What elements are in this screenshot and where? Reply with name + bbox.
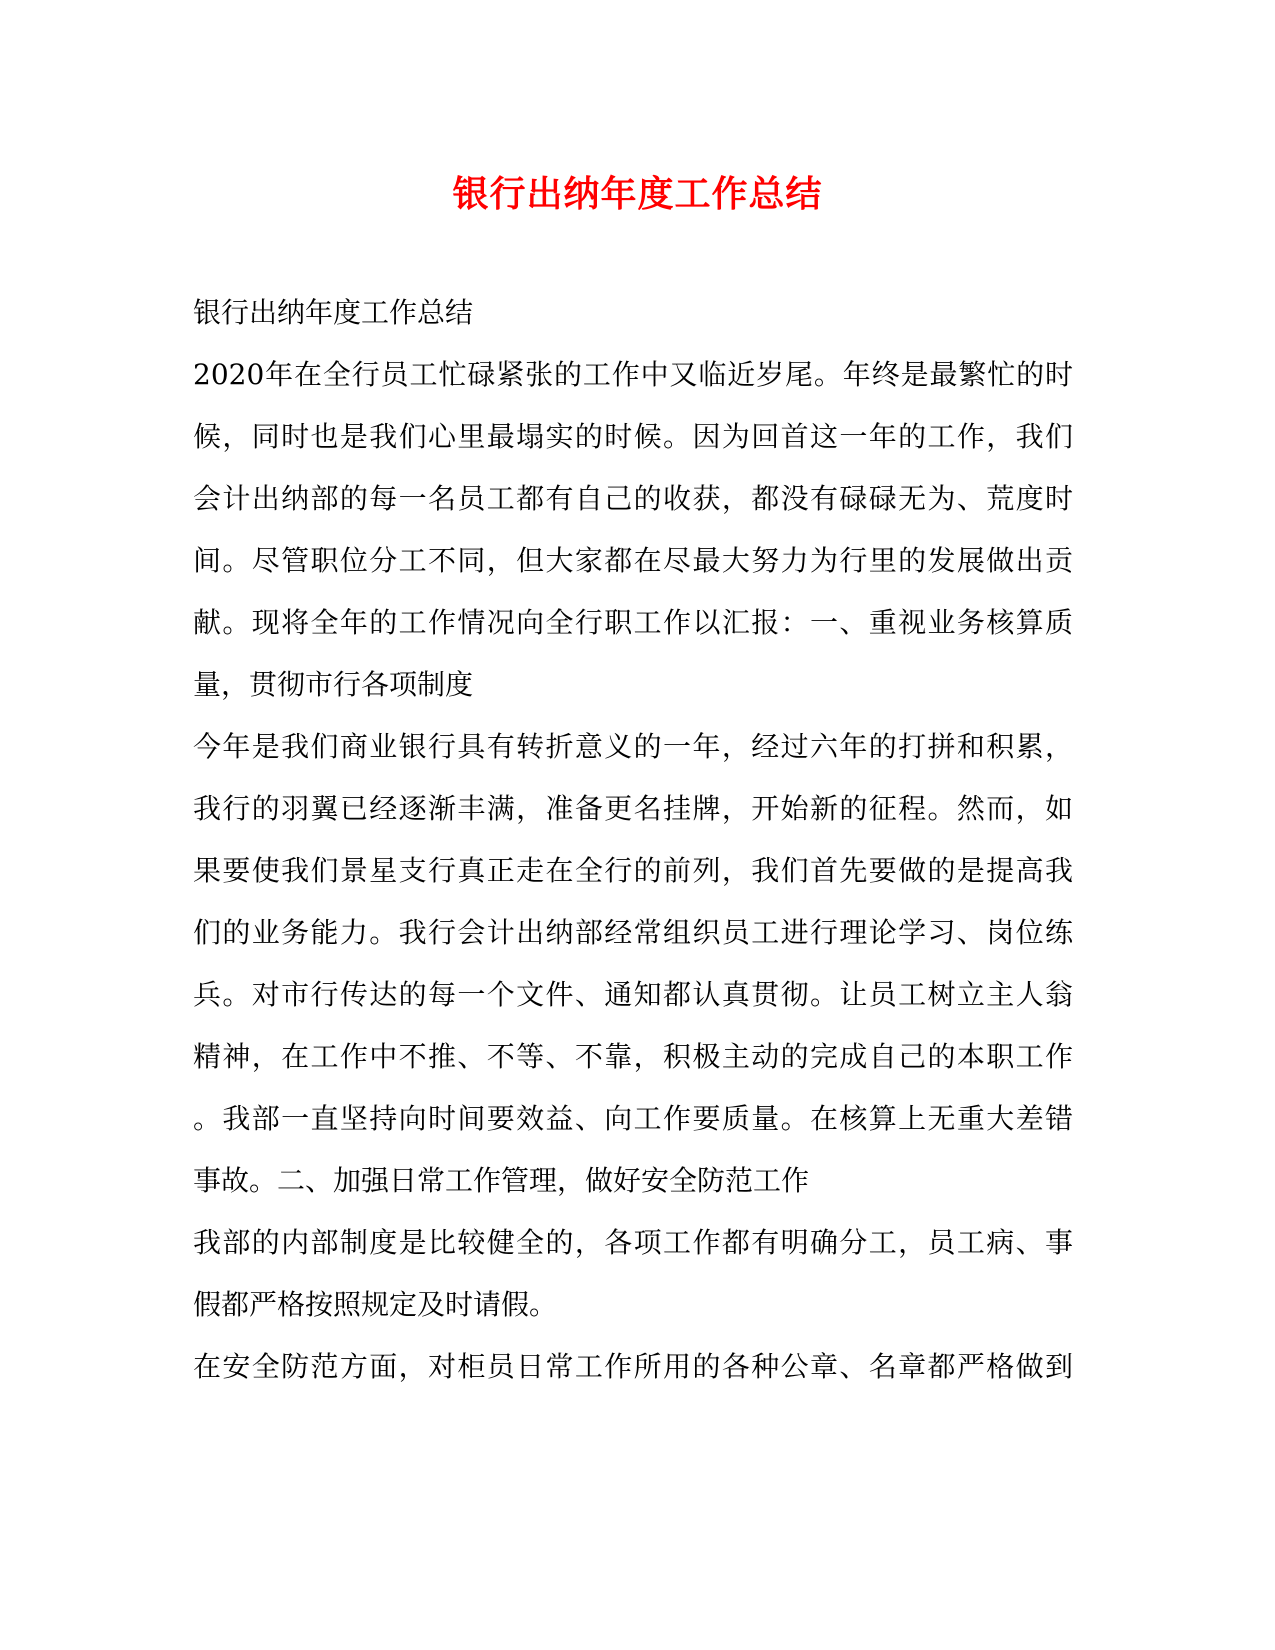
body-line: 间。尽管职位分工不同，但大家都在尽最大努力为行里的发展做出贡 (193, 544, 1073, 577)
body-line: 果要使我们景星支行真正走在全行的前列，我们首先要做的是提高我 (193, 854, 1073, 887)
body-line: 银行出纳年度工作总结 (193, 296, 474, 329)
body-line: 在安全防范方面，对柜员日常工作所用的各种公章、名章都严格做到 (193, 1350, 1073, 1383)
body-line: 今年是我们商业银行具有转折意义的一年，经过六年的打拼和积累， (193, 730, 1073, 763)
document-body (193, 282, 1073, 1398)
body-line: 。我部一直坚持向时间要效益、向工作要质量。在核算上无重大差错 (193, 1102, 1073, 1135)
body-line: 我行的羽翼已经逐渐丰满，准备更名挂牌，开始新的征程。然而，如 (193, 792, 1073, 825)
body-line: 们的业务能力。我行会计出纳部经常组织员工进行理论学习、岗位练 (193, 916, 1073, 949)
document-title: 银行出纳年度工作总结 (452, 173, 823, 215)
body-line: 精神，在工作中不推、不等、不靠，积极主动的完成自己的本职工作 (193, 1040, 1073, 1073)
body-line: 会计出纳部的每一名员工都有自己的收获，都没有碌碌无为、荒度时 (193, 482, 1073, 515)
body-line: 假都严格按照规定及时请假。 (193, 1288, 558, 1321)
body-line: 我部的内部制度是比较健全的，各项工作都有明确分工，员工病、事 (193, 1226, 1073, 1259)
body-line: 事故。二、加强日常工作管理，做好安全防范工作 (193, 1164, 810, 1197)
body-line: 献。现将全年的工作情况向全行职工作以汇报：一、重视业务核算质 (193, 606, 1073, 639)
body-line: 候，同时也是我们心里最塌实的时候。因为回首这一年的工作，我们 (193, 420, 1073, 453)
body-line: 兵。对市行传达的每一个文件、通知都认真贯彻。让员工树立主人翁 (193, 978, 1073, 1011)
body-line: 量，贯彻市行各项制度 (193, 668, 474, 701)
body-line: 2020年在全行员工忙碌紧张的工作中又临近岁尾。年终是最繁忙的时 (193, 358, 1073, 391)
